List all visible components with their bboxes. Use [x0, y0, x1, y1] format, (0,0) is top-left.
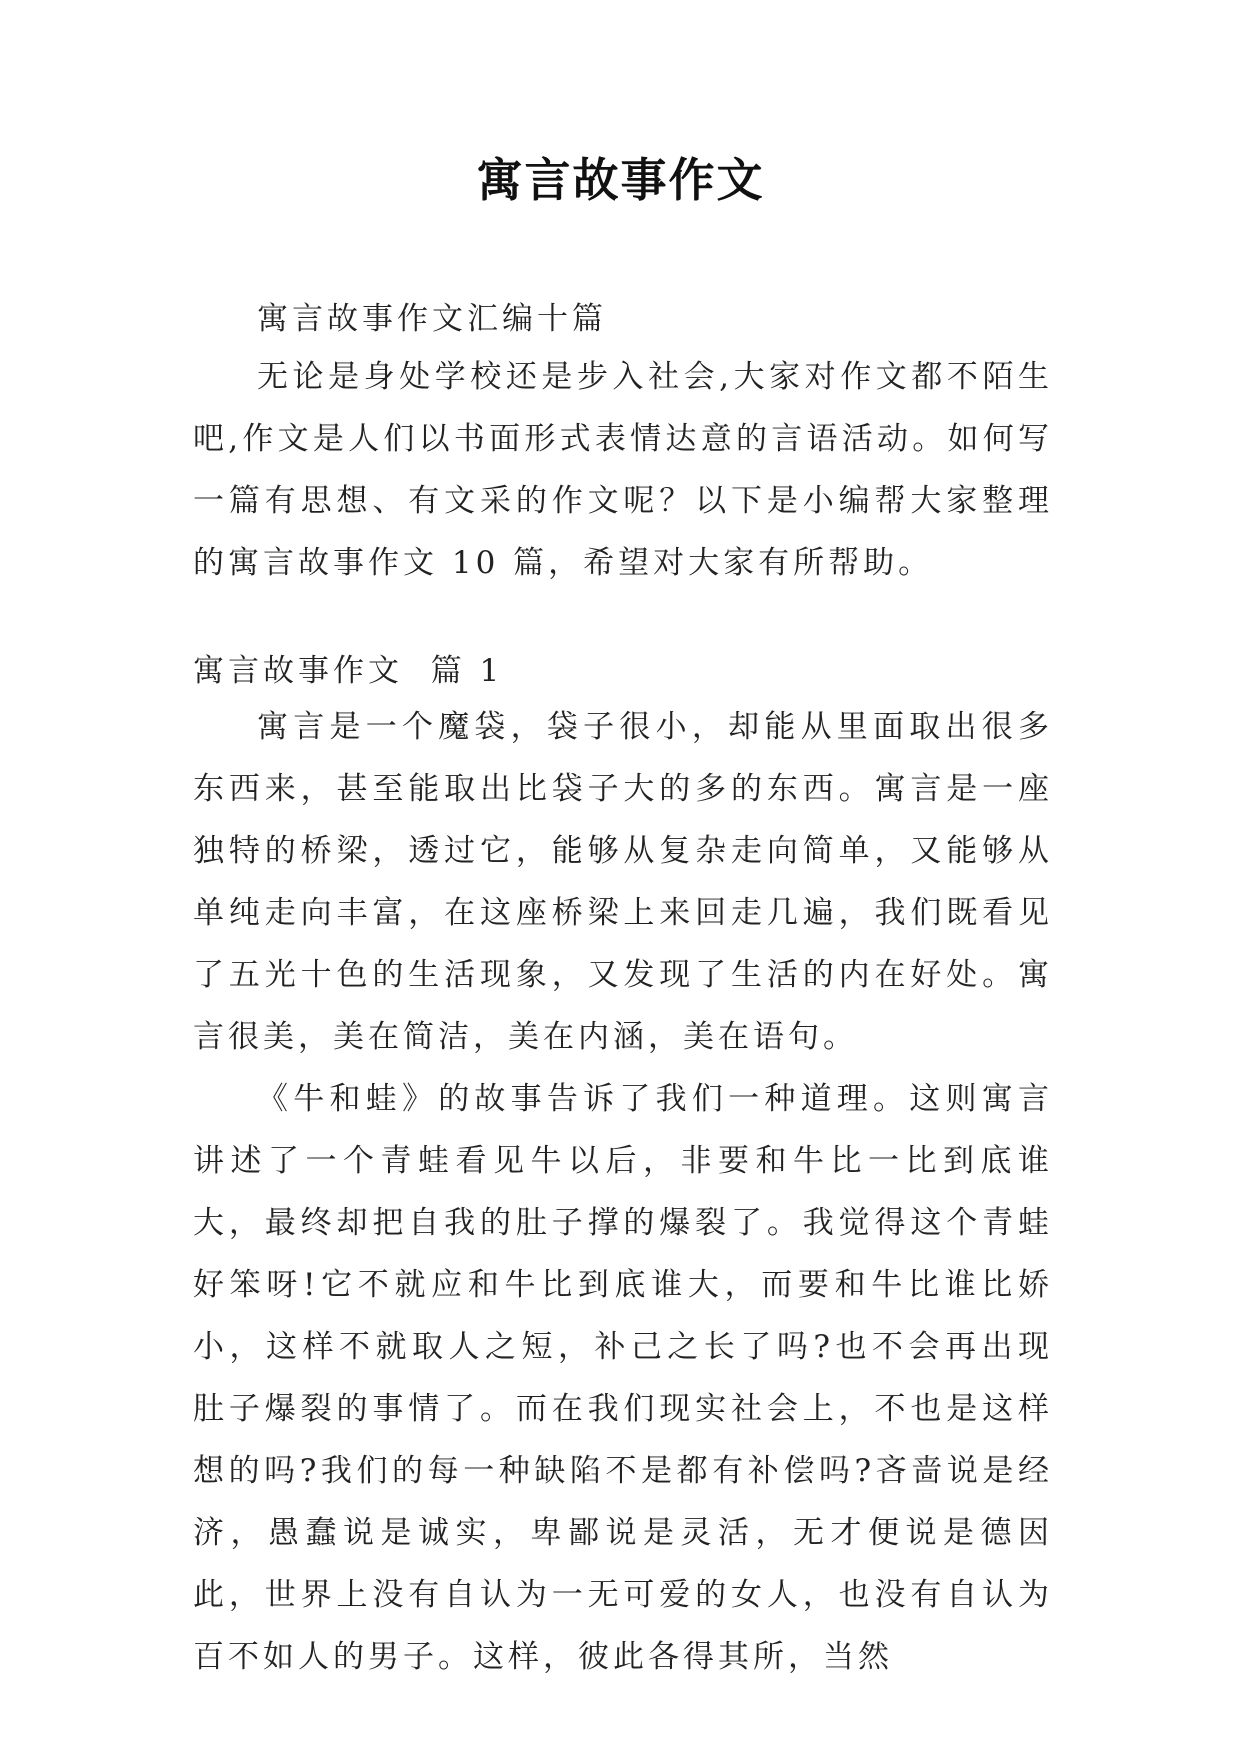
- section-heading: 寓言故事作文 篇 1: [193, 653, 504, 689]
- document-subtitle: 寓言故事作文汇编十篇: [257, 301, 607, 337]
- intro-paragraph: 无论是身处学校还是步入社会,大家对作文都不陌生吧,作文是人们以书面形式表情达意的言语活动。如何写一篇有思想、有文采的作文呢？以下是小编帮大家整理的寓言故事作文 10 篇，希望对大家有所帮助。: [193, 359, 1053, 581]
- section-paragraph-1: 寓言是一个魔袋，袋子很小，却能从里面取出很多东西来，甚至能取出比袋子大的多的东西。寓言是一座独特的桥梁，透过它，能够从复杂走向简单，又能够从单纯走向丰富，在这座桥梁上来回走几遍，我们既看见了五光十色的生活现象，又发现了生活的内在好处。寓言很美，美在简洁，美在内涵，美在语句。: [193, 709, 1053, 1055]
- section-paragraph-2: 《牛和蛙》的故事告诉了我们一种道理。这则寓言讲述了一个青蛙看见牛以后，非要和牛比一比到底谁大，最终却把自我的肚子撑的爆裂了。我觉得这个青蛙好笨呀!它不就应和牛比到底谁大，而要和牛比谁比娇小，这样不就取人之短，补己之长了吗?也不会再出现肚子爆裂的事情了。而在我们现实社会上，不也是这样想的吗?我们的每一种缺陷不是都有补偿吗?吝啬说是经济，愚蠢说是诚实，卑鄙说是灵活，无才便说是德因此，世界上没有自认为一无可爱的女人，也没有自认为百不如人的男子。这样，彼此各得其所，当然: [193, 1081, 1053, 1675]
- section-body: [193, 696, 1053, 1688]
- document-title: 寓言故事作文: [476, 153, 765, 207]
